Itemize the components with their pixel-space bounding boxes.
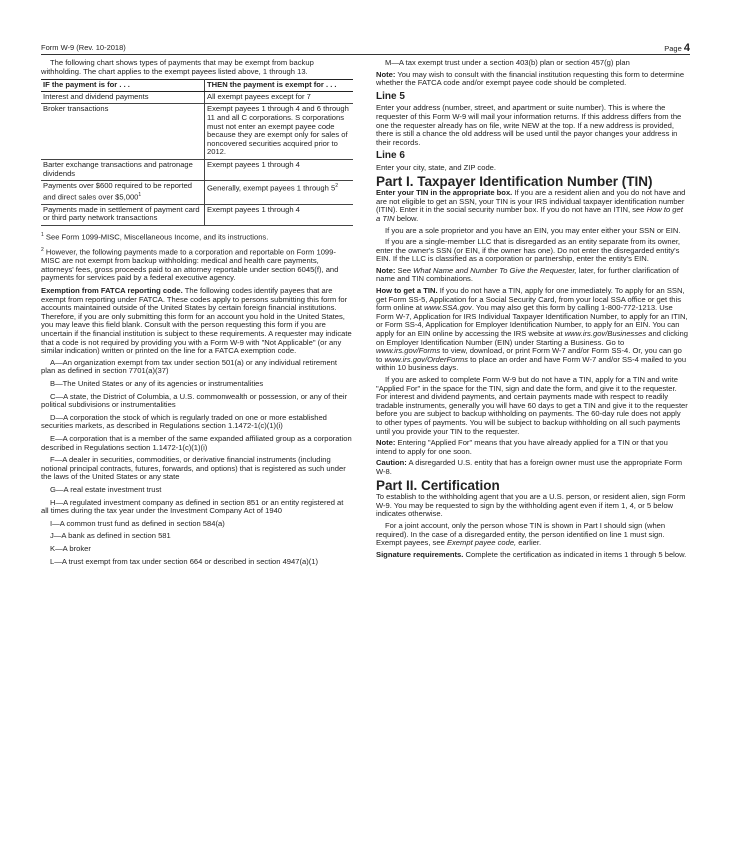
caution-text: Caution: A disregarded U.S. entity that has a foreign owner must use the appropriate Form W-8. — [376, 458, 683, 476]
table-row — [41, 181, 353, 205]
sole-proprietor-text: If you are a sole proprietor and you have an EIN, you may enter either your SSN or EIN. — [385, 225, 681, 235]
llc-text: If you are a single-member LLC that is disregarded as an entity separate from its owner, enter the owner's SSN (or EIN, if the owner has one). Do not enter the disregarded entity's EIN. If the LLC is classified as a corporation or partnership, enter the entity's EIN. — [376, 237, 681, 264]
joint-account-text: For a joint account, only the person whose TIN is shown in Part I should sign (when required). In the case of a disregarded entity, the person identified on line 1 must sign. Exempt payees, see Exempt payee code, earlier. — [376, 520, 666, 548]
table-cell: Generally, exempt payees 1 through $5^2$ — [205, 181, 354, 205]
signature-requirements: Signature requirements. Complete the certification as indicated in items 1 through 5 below. — [376, 549, 687, 559]
list-item: H—A regulated investment company as defined in section 851 or an entity registered at all times during the tax year under the Investment Company Act of 1940 — [41, 497, 344, 516]
list-item: C—A state, the District of Columbia, a U.S. commonwealth or possession, or any of their political subdivisions or instrumentalities — [41, 391, 348, 410]
fatca-code-m: M—A tax exempt trust under a section 403(b) plan or section 457(g) plan — [385, 58, 630, 67]
table-header-then: THEN the payment is exempt for . . . — [205, 80, 354, 92]
note-fatca: Note: You may wish to consult with the financial institution requesting this form to determine whether the FATCA code and/or exempt payee code should be completed. — [376, 69, 685, 88]
list-item: G—A real estate investment trust — [50, 484, 162, 494]
line6-heading: Line 6 — [376, 150, 405, 162]
table-cell: Payments over $600 required to be reported and direct sales over $5,000$^1$ — [41, 181, 205, 205]
table-row — [41, 104, 353, 160]
table-cell: Payments made in settlement of payment card or third party network transactions — [41, 204, 205, 225]
list-item: K—A broker — [50, 543, 91, 553]
tin-paragraph: Enter your TIN in the appropriate box. If you are a resident alien and you do not have and are not eligible to get an SSN, your TIN is your IRS individual taxpayer identification number (ITIN). Enter it in the social security number box. If you do not have an ITIN, see How to get a TIN below. — [376, 188, 686, 223]
list-item: D—A corporation the stock of which is regularly traded on one or more established securities markets, as described in Regulations section 1.1472-1(c)(1)(i) — [41, 412, 327, 431]
fatca-paragraph: Exemption from FATCA reporting code. The following codes identify payees that are exempt from reporting under FATCA. These codes apply to persons submitting this form for accounts maintained outside of the United States by certain foreign financial institutions. Therefore, if you are only submitting this form for an account you hold in the United States, you may leave this field blank. Consult with the person requesting this form if you are uncertain if the financial institution is subject to these requirements. A requester may indicate that a code is not required by providing you with a Form W-9 with "Not Applicable" (or any similar indication) written or printed on the line for a FATCA exemption code. — [41, 286, 352, 356]
certification-text: To establish to the withholding agent that you are a U.S. person, or resident alien, sign Form W-9. You may be requested to sign by the withholding agent even if item 1, 4, or 5 below indicates otherwise. — [376, 492, 686, 519]
table-cell: All exempt payees except for 7 — [205, 91, 354, 104]
table-header-row — [41, 80, 353, 92]
form-id: Form W-9 (Rev. 10-2018) — [41, 43, 126, 52]
footnote-2: $^2$ However, the following payments made to a corporation and reportable on Form 1099-MISC are not exempt from backup withholding: medical and health care payments, attorneys' fees, gross proceeds paid to an attorney reportable under section 6045(f), and payments for services paid by a federal executive agency. — [41, 247, 339, 283]
table-cell: Exempt payees 1 through 4 — [205, 159, 354, 180]
right-column — [376, 59, 688, 562]
list-item: A—An organization exempt from tax under section 501(a) or any individual retirement plan as defined in section 7701(a)(37) — [41, 357, 338, 376]
applied-for-text: If you are asked to complete Form W-9 but do not have a TIN, apply for a TIN and write "Applied For" in the space for the TIN, sign and date the form, and give it to the requester. For interest and dividend payments, and certain payments made with respect to readily tradable instruments, generally you will have 60 days to get a TIN and give it to the requester before you are subject to backup withholding on payments. The 60-day rule does not apply to other types of payments. You will be subject to backup withholding on all such payments until you provide your TIN to the requester. — [376, 375, 688, 436]
table-cell: Exempt payees 1 through 4 and 6 through 11 and all C corporations. S corporations must not enter an exempt payee code because they are exempt only for sales of noncovered securities acquired prior to 2012. — [205, 104, 354, 160]
line5-heading: Line 5 — [376, 90, 405, 102]
table-cell: Exempt payees 1 through 4 — [205, 204, 354, 225]
list-item: F—A dealer in securities, commodities, or derivative financial instruments (including notional principal contracts, futures, forwards, and options) that is registered as such under the laws of the United States or any state — [41, 455, 346, 482]
table-row — [41, 159, 353, 180]
list-item: I—A common trust fund as defined in section 584(a) — [50, 518, 225, 528]
page-number: Page 4 — [664, 42, 690, 54]
footnote-1: $^1$ See Form 1099-MISC, Miscellaneous Income, and its instructions. — [41, 232, 269, 242]
part1-heading: Part I. Taxpayer Identification Number (TIN) — [376, 173, 653, 189]
table-row — [41, 91, 353, 104]
table-cell: Broker transactions — [41, 104, 205, 160]
page-header — [41, 40, 690, 55]
line6-text: Enter your city, state, and ZIP code. — [376, 162, 497, 172]
line5-text: Enter your address (number, street, and apartment or suite number). This is where the requester of this Form W-9 will mail your information returns. If this address differs from the one the requester already has on file, write NEW at the top. If a new address is provided, there is still a chance the old address will be used until the payor changes your address in their records. — [376, 103, 682, 147]
table-cell: Interest and dividend payments — [41, 91, 205, 104]
left-column — [41, 59, 353, 570]
note-applied-for: Note: Entering "Applied For" means that you have already applied for a TIN or that you intend to apply for one soon. — [376, 438, 668, 456]
table-cell: Barter exchange transactions and patronage dividends — [41, 159, 205, 180]
exempt-payee-table — [41, 79, 353, 226]
how-to-get-tin: How to get a TIN. If you do not have a TIN, apply for one immediately. To apply for an SSN, get Form SS-5, Application for a Social Security Card, from your local SSA office or get this form online at www.SSA.gov. You may also get this form by calling 1-800-772-1213. Use Form W-7, Application for IRS Individual Taxpayer Identification Number, to apply for an ITIN, or Form SS-4, Application for Employer Identification Number, to apply for an EIN. You can apply for an EIN online by accessing the IRS website at www.irs.gov/Businesses and clicking on Employer Identification Number (EIN) under Starting a Business. Go to www.irs.gov/Forms to view, download, or print Form W-7 and/or Form SS-4. Or, you can go to www.irs.gov/OrderForms to place an order and have Form W-7 and/or SS-4 mailed to you within 10 business days. — [376, 286, 688, 373]
part2-heading: Part II. Certification — [376, 477, 500, 493]
chart-intro: The following chart shows types of payments that may be exempt from backup withholding. The chart applies to the exempt payees listed above, 1 through 13. — [41, 58, 314, 76]
list-item: L—A trust exempt from tax under section 664 or described in section 4947(a)(1) — [50, 556, 319, 566]
list-item: B—The United States or any of its agencies or instrumentalities — [50, 379, 264, 388]
note-name-number: Note: See What Name and Number To Give the Requester, later, for further clarification of name and TIN combinations. — [376, 265, 679, 284]
list-item: J—A bank as defined in section 581 — [50, 531, 171, 541]
list-item: E—A corporation that is a member of the same expanded affiliated group as a corporation described in Regulations section 1.1472-1(c)(1)(i) — [41, 433, 352, 452]
table-row — [41, 204, 353, 225]
fatca-code-list — [41, 359, 353, 566]
table-header-if: IF the payment is for . . . — [41, 80, 205, 92]
